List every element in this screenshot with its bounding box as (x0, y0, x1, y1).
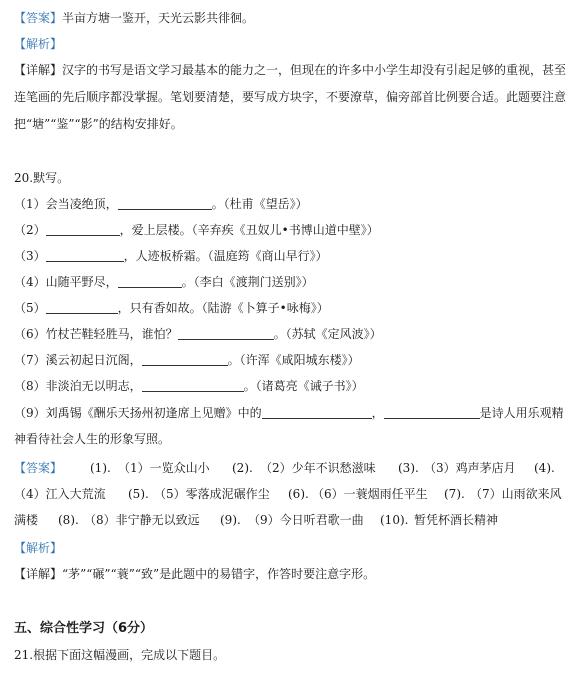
detail-tag: 【详解】 (14, 567, 63, 581)
item-suffix: ，人迹板桥霜。（温庭筠《商山早行》） (123, 249, 328, 263)
q20-item-6 (14, 326, 382, 342)
answer-blank[interactable] (142, 379, 244, 392)
answer-blank[interactable] (46, 223, 120, 236)
answer-text: （5）零落成泥碾作尘 (154, 487, 270, 501)
answer-blank[interactable] (262, 406, 372, 419)
q20-item-9 (14, 405, 564, 421)
item-suffix: 。（许浑《咸阳城东楼》） (227, 353, 360, 367)
item-prefix: （2） (14, 223, 46, 237)
answer-blank[interactable] (46, 301, 118, 314)
item-prefix: （4）山随平野尽， (14, 275, 118, 289)
item-suffix: ，爱上层楼。（辛弃疾《丑奴儿•书博山道中壁》） (119, 223, 379, 237)
q20-answers-row-3 (14, 512, 560, 528)
q19-detail-line-2: 连笔画的先后顺序都没掌握。笔划要清楚，要写成方块字，不要潦草，偏旁部首比例要合适。此题要注意 (14, 90, 567, 104)
q20-answers-row-2 (14, 486, 560, 502)
answer-blank[interactable] (118, 275, 182, 288)
detail-text: “茅”“碾”“蓑”“致”是此题中的易错字，作答时要注意字形。 (62, 567, 376, 581)
answer-text: （8）非宁静无以致远 (84, 513, 200, 527)
item-suffix: 是诗人用乐观精 (479, 406, 564, 420)
item-suffix: 。（李白《渡荆门送别》） (181, 275, 314, 289)
item-prefix: （3） (14, 249, 46, 263)
detail-text: 汉字的书写是语文学习最基本的能力之一，但现在的许多中小学生却没有引起足够的重视，甚至 (62, 63, 567, 77)
q20-item-7 (14, 352, 360, 368)
answer-text: （4）江入大荒流 (14, 487, 106, 501)
answer-blank[interactable] (384, 406, 480, 419)
answer-text: （7）山雨欲来风 (470, 487, 562, 501)
answer-text: 半亩方塘一鉴开，天光云影共徘徊。 (62, 11, 255, 25)
answer-text: 满楼 (14, 513, 39, 527)
answer-number: (5). (128, 487, 149, 501)
answer-number: (2). (232, 461, 253, 475)
q19-detail-line-3: 把“塘”“鉴”“影”的结构安排好。 (14, 117, 183, 131)
item-suffix: 。（诸葛亮《诫子书》） (243, 379, 364, 393)
answer-number: (7). (444, 487, 465, 501)
q19-answer-line (14, 10, 254, 26)
answer-number: (9). (220, 513, 241, 527)
answer-text: （2）少年不识愁滋味 (260, 461, 376, 475)
answer-text: （9）今日听君歌一曲 (248, 513, 364, 527)
q20-item-5 (14, 300, 329, 316)
item-prefix: （1）会当凌绝顶， (14, 197, 118, 211)
item-prefix: （9）刘禹锡《酬乐天扬州初逢席上见赠》中的 (14, 406, 262, 420)
answer-blank[interactable] (46, 249, 124, 262)
detail-tag: 【详解】 (14, 63, 63, 77)
q19-detail-line-1 (14, 62, 566, 78)
item-suffix: ，只有香如故。（陆游《卜算子•咏梅》） (117, 301, 329, 315)
q20-item-9-line-2: 神看待社会人生的形象写照。 (14, 432, 171, 446)
answer-number: (1). (90, 461, 111, 475)
q20-item-3 (14, 248, 328, 264)
q21-prompt: 21.根据下面这幅漫画，完成以下题目。 (14, 648, 226, 662)
item-prefix: （5） (14, 301, 46, 315)
answer-tag: 【答案】 (14, 11, 63, 25)
answer-blank[interactable] (178, 327, 274, 340)
answer-number: (8). (58, 513, 79, 527)
answer-number: (3). (398, 461, 419, 475)
item-suffix: 。（杜甫《望岳》） (211, 197, 308, 211)
q20-title: 20.默写。 (14, 171, 70, 185)
answer-blank[interactable] (142, 353, 228, 366)
q20-item-2 (14, 222, 379, 238)
item-suffix: 。（苏轼《定风波》） (273, 327, 382, 341)
q20-item-4 (14, 274, 314, 290)
item-separator: ， (371, 406, 384, 420)
answer-text: （3）鸡声茅店月 (424, 461, 516, 475)
answer-text: （1）一览众山小 (118, 461, 210, 475)
answer-text: （6）一蓑烟雨任平生 (312, 487, 428, 501)
answer-text: 暂凭杯酒长精神 (414, 513, 499, 527)
item-prefix: （8）非淡泊无以明志， (14, 379, 142, 393)
answer-blank[interactable] (118, 197, 212, 210)
answer-tag: 【答案】 (14, 461, 63, 475)
analysis-tag: 【解析】 (14, 37, 63, 51)
answer-number: (6). (288, 487, 309, 501)
item-prefix: （7）溪云初起日沉阁， (14, 353, 142, 367)
answer-number: (4). (534, 461, 555, 475)
section-heading: 五、综合性学习（6分） (14, 621, 154, 636)
answer-number: (10). (380, 513, 409, 527)
q20-detail-line (14, 566, 375, 582)
q20-answers-row-1 (14, 460, 560, 476)
q20-item-1 (14, 196, 308, 212)
analysis-tag: 【解析】 (14, 541, 63, 555)
item-prefix: （6）竹杖芒鞋轻胜马，谁怕？ (14, 327, 178, 341)
q20-item-8 (14, 378, 364, 394)
